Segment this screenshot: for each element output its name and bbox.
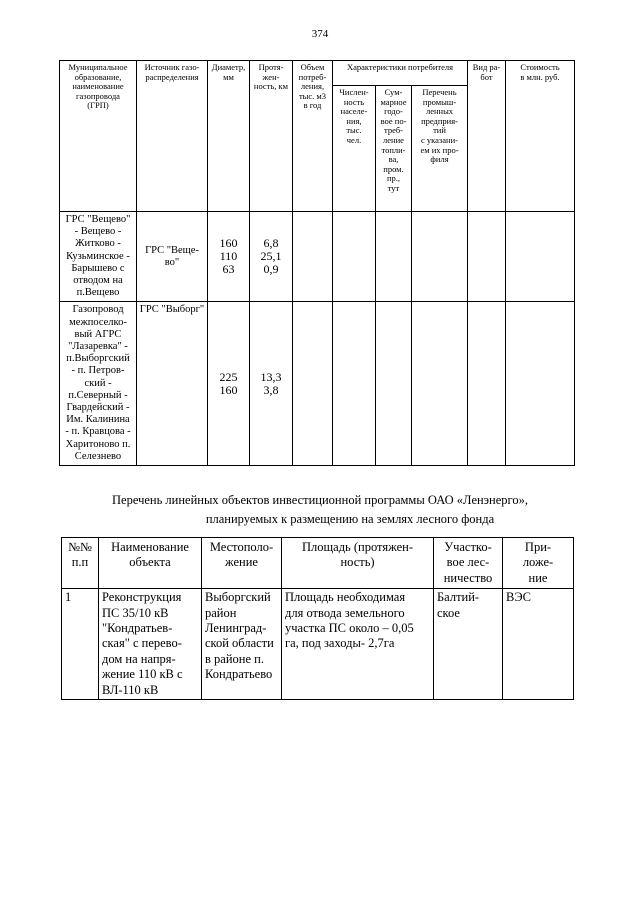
row-location: Выборгский район Ленинград- ской области в районе п. Кондратьево [202, 589, 282, 700]
header-total-fuel: Сум- марное годо- вое по- треб- ление топли- ва, пром. пр., тут [376, 86, 412, 212]
caption-line-1: Перечень линейных объектов инвестиционной программы ОАО «Ленэнерго», [112, 493, 528, 507]
row-population [333, 212, 376, 302]
row-work-type [468, 302, 506, 466]
table-row [62, 589, 574, 700]
table-row [60, 302, 575, 466]
row-length: 13,3 3,8 [250, 302, 293, 466]
row-cost [506, 302, 575, 466]
row-total-fuel [376, 212, 412, 302]
caption-line-2: планируемых к размещению на землях лесного фонда [205, 512, 495, 526]
row-number: 1 [62, 589, 99, 700]
linear-objects-table [61, 537, 574, 700]
header-diameter: Диаметр, мм [208, 61, 250, 212]
row-forestry: Балтий- ское [434, 589, 503, 700]
gas-pipeline-table [59, 60, 575, 466]
header-length: Протя- жен- ность, км [250, 61, 293, 212]
table-row [60, 212, 575, 302]
row-industrial [412, 212, 468, 302]
header-location: Местополо- жение [202, 538, 282, 589]
row-population [333, 302, 376, 466]
header-municipal: Муниципальное образование, наименование газопровода (ГРП) [60, 61, 137, 212]
row-volume [293, 302, 333, 466]
row-source: ГРС "Выборг" [137, 302, 208, 466]
row-name: Газопровод межпоселко- вый АГРС "Лазаревка" - п.Выборгский - п. Петров- ский - п.Северный - Гвардейский - Им. Калинина - п. Кравцова - Харитоново п. Селезнево [60, 302, 137, 466]
row-source: ГРС "Веще- во" [137, 212, 208, 302]
page-number: 374 [311, 28, 329, 40]
header-volume: Объем потреб- ления, тыс. м3 в год [293, 61, 333, 212]
row-cost [506, 212, 575, 302]
row-length: 6,8 25,1 0,9 [250, 212, 293, 302]
header-industrial: Перечень промыш- ленных предприя- тий с указани- ем их про- филя [412, 86, 468, 212]
row-volume [293, 212, 333, 302]
row-diameter: 225 160 [208, 302, 250, 466]
row-object-name: Реконструкция ПС 35/10 кВ "Кондратьев- ская" с перево- дом на напря- жение 110 кВ с ВЛ-110 кВ [99, 589, 202, 700]
row-diameter: 160 110 63 [208, 212, 250, 302]
row-area: Площадь необходимая для отвода земельного участка ПС около – 0,05 га, под заходы- 2,7га [282, 589, 434, 700]
row-appendix: ВЭС [503, 589, 574, 700]
header-cost: Стоимость в млн. руб. [506, 61, 575, 212]
header-appendix: При- ложе- ние [503, 538, 574, 589]
row-work-type [468, 212, 506, 302]
header-work-type: Вид ра- бот [468, 61, 506, 212]
header-area: Площадь (протяжен- ность) [282, 538, 434, 589]
row-total-fuel [376, 302, 412, 466]
header-forestry: Участко- вое лес- ничество [434, 538, 503, 589]
header-object-name: Наименование объекта [99, 538, 202, 589]
header-number: №№ п.п [62, 538, 99, 589]
header-source: Источник газо- распределения [137, 61, 208, 212]
row-industrial [412, 302, 468, 466]
row-name: ГРС "Вещево" - Вещево - Житково - Кузьминское - Барышево с отводом на п.Вещево [60, 212, 137, 302]
header-population: Числен- ность населе- ния, тыс. чел. [333, 86, 376, 212]
header-consumer-characteristics: Характеристики потребителя [333, 61, 468, 86]
